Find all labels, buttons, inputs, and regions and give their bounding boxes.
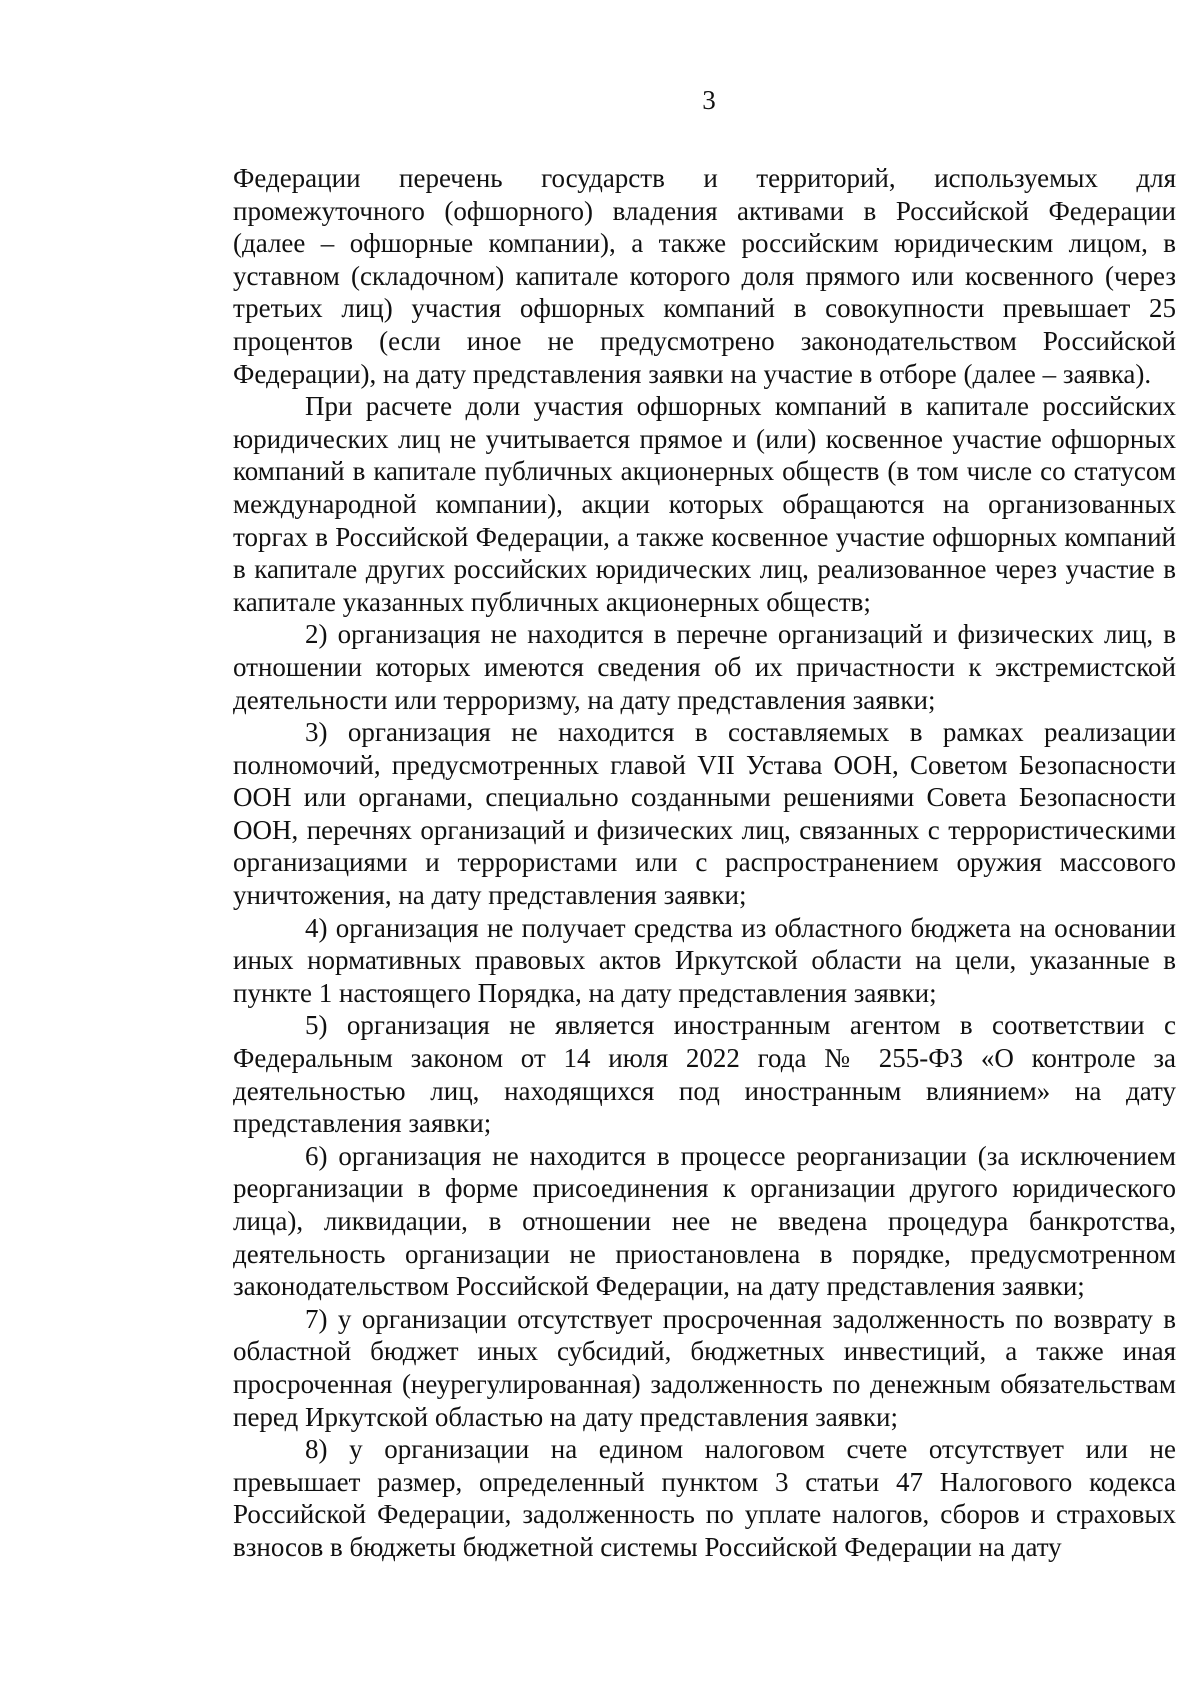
document-body — [233, 162, 1176, 1564]
paragraph-item-3: 3) организация не находится в составляемых в рамках реализации полномочий, предусмотренных главой VII Устава ООН, Советом Безопасности ООН или органами, специально созданными решениями Совета Безопасности ООН, перечнях организаций и физических лиц, связанных с террористическими организациями и террористами или с распространением оружия массового уничтожения, на дату представления заявки; — [233, 717, 1176, 911]
paragraph-item-5: 5) организация не является иностранным агентом в соответствии с Федеральным законом от 14 июля 2022 года № 255-ФЗ «О контроле за деятельностью лиц, находящихся под иностранным влиянием» на дату представления заявки; — [233, 1010, 1176, 1139]
paragraph-item-4: 4) организация не получает средства из областного бюджета на основании иных нормативных правовых актов Иркутской области на цели, указанные в пункте 1 настоящего Порядка, на дату представления заявки; — [233, 912, 1176, 1008]
paragraph-item-2: 2) организация не находится в перечне организаций и физических лиц, в отношении которых имеются сведения об их причастности к экстремистской деятельности или терроризму, на дату представления заявки; — [233, 619, 1176, 715]
paragraph-item-6: 6) организация не находится в процессе реорганизации (за исключением реорганизации в форме присоединения к организации другого юридического лица), ликвидации, в отношении нее не введена процедура банкротства, деятельность организации не приостановлена в порядке, предусмотренном законодательством Российской Федерации, на дату представления заявки; — [233, 1140, 1176, 1302]
paragraph-continuation: Федерации перечень государств и территорий, используемых для промежуточного (офшорного) владения активами в Российской Федерации (далее – офшорные компании), а также российским юридическим лицом, в уставном (складочном) капитале которого доля прямого или косвенного (через третьих лиц) участия офшорных компаний в совокупности превышает 25 процентов (если иное не предусмотрено законодательством Российской Федерации), на дату представления заявки на участие в отборе (далее – заявка). — [233, 163, 1176, 389]
paragraph-item-8: 8) у организации на едином налоговом счете отсутствует или не превышает размер, определенный пунктом 3 статьи 47 Налогового кодекса Российской Федерации, задолженность по уплате налогов, сборов и страховых взносов в бюджеты бюджетной системы Российской Федерации на дату — [233, 1434, 1176, 1562]
paragraph-offshore-calculation: При расчете доли участия офшорных компаний в капитале российских юридических лиц не учитывается прямое и (или) косвенное участие офшорных компаний в капитале публичных акционерных обществ (в том числе со статусом международной компании), акции которых обращаются на организованных торгах в Российской Федерации, а также косвенное участие офшорных компаний в капитале других российских юридических лиц, реализованное через участие в капитале указанных публичных акционерных обществ; — [233, 391, 1176, 617]
page-number: 3 — [702, 85, 716, 115]
paragraph-item-7: 7) у организации отсутствует просроченная задолженность по возврату в областной бюджет иных субсидий, бюджетных инвестиций, а также иная просроченная (неурегулированная) задолженность по денежным обязательствам перед Иркутской областью на дату представления заявки; — [233, 1303, 1176, 1432]
